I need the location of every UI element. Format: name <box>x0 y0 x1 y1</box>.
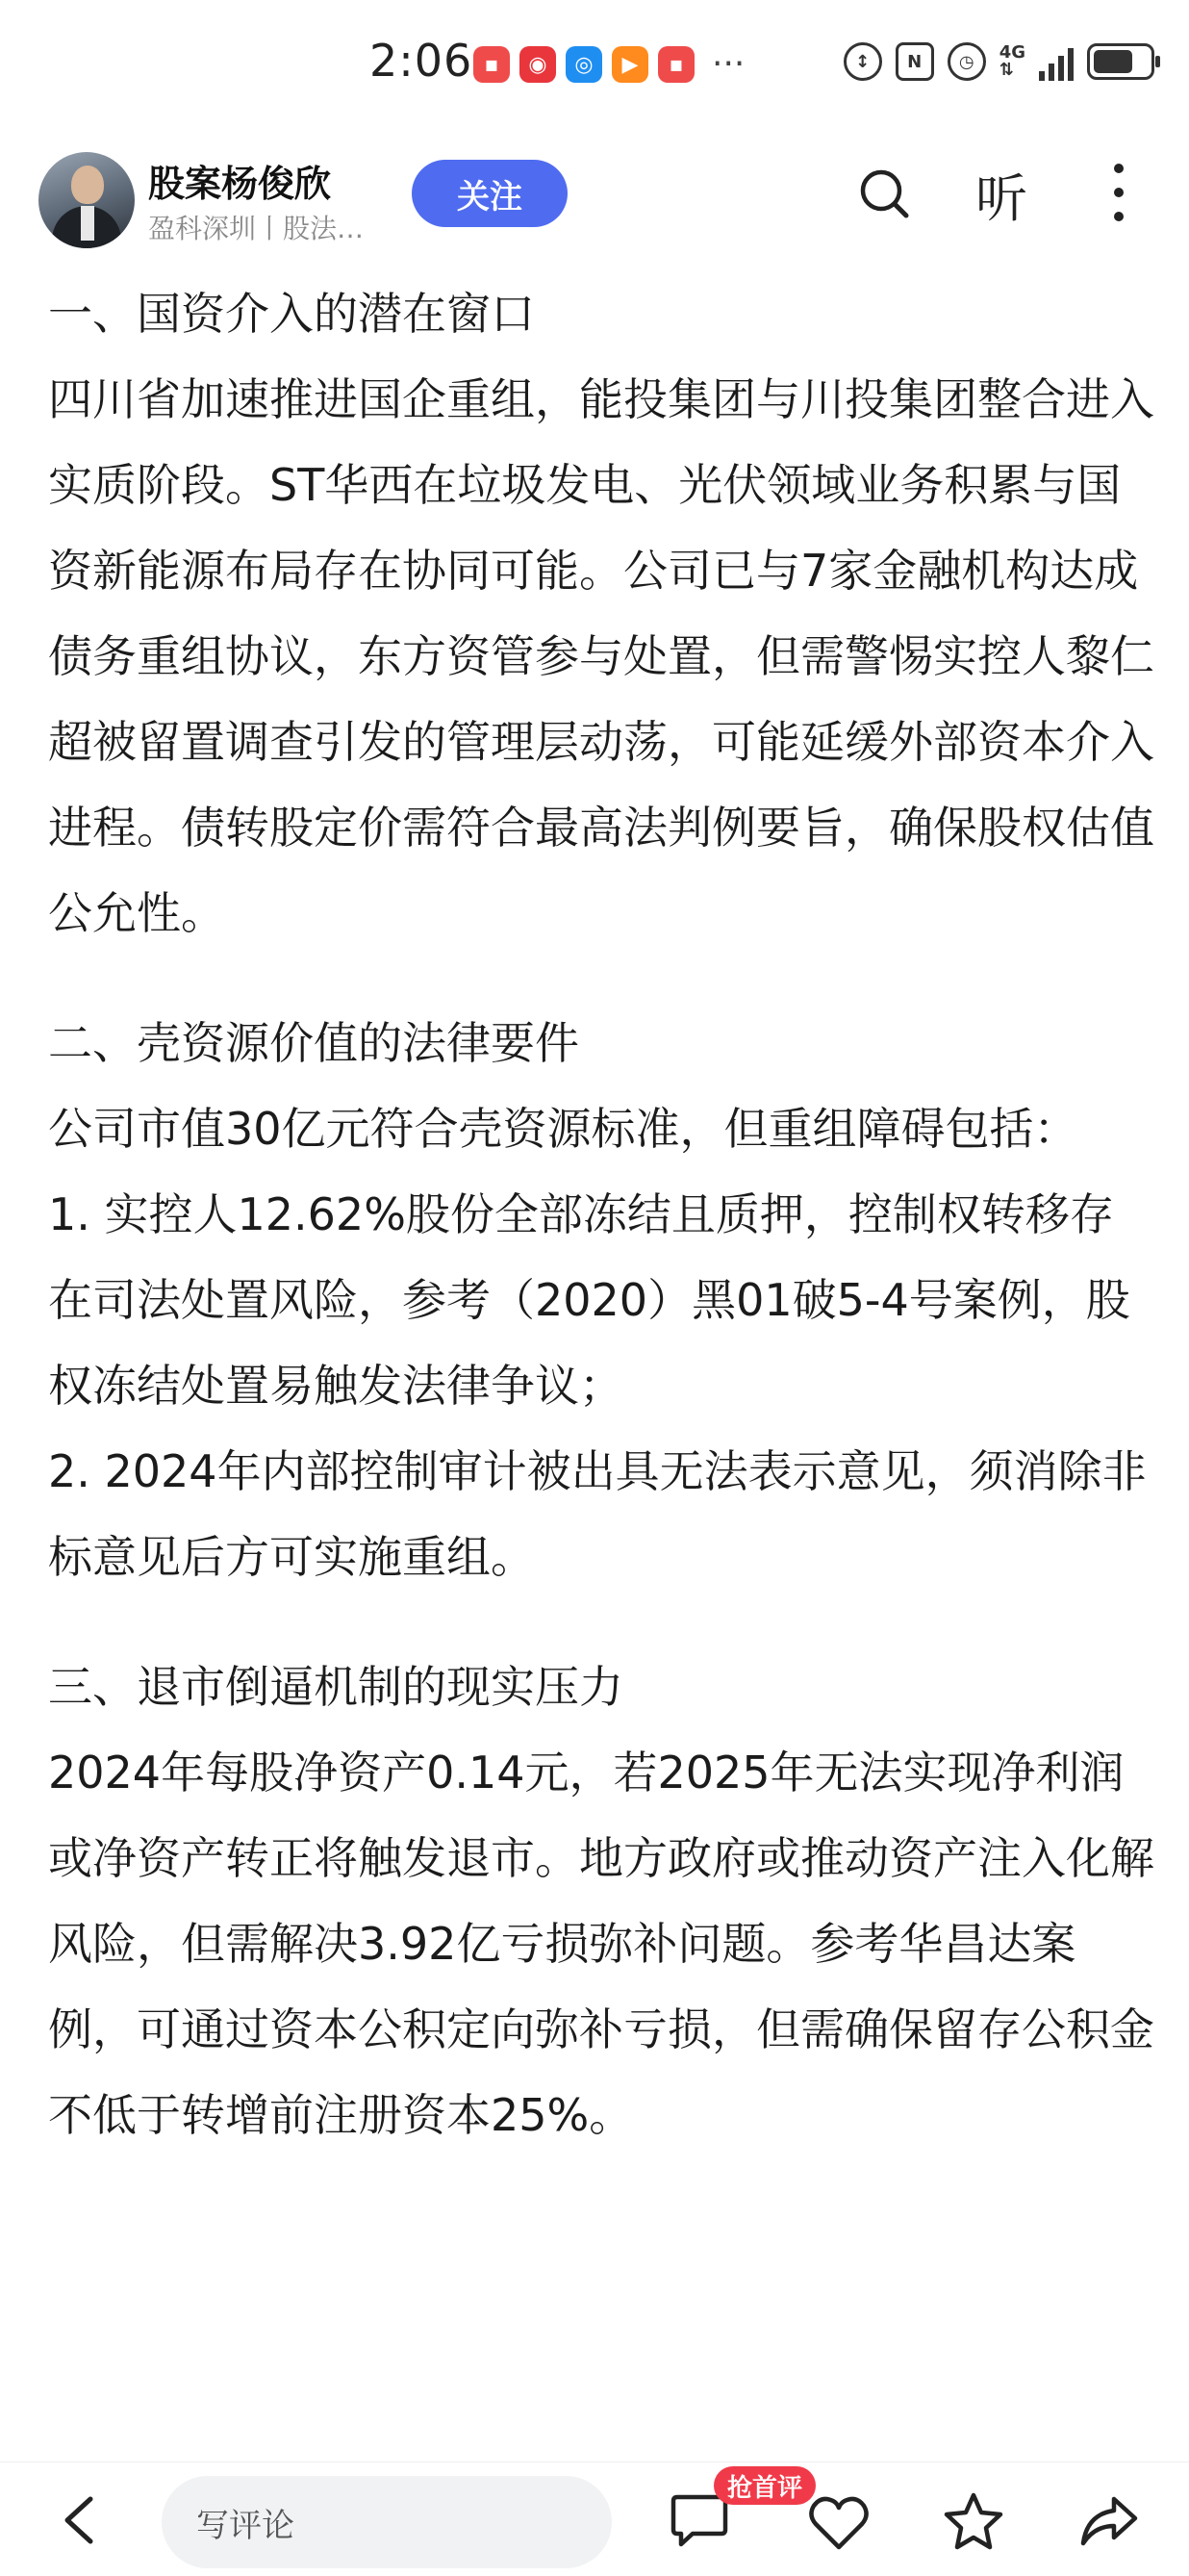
network-arrows-icon: ⇅ <box>999 60 1014 80</box>
more-notifications-icon: ··· <box>712 44 746 84</box>
author-subtitle: 盈科深圳丨股法… <box>148 213 365 244</box>
signal-icon <box>1039 42 1074 81</box>
back-arrow-icon[interactable] <box>58 2495 100 2545</box>
section-heading: 三、退市倒逼机制的现实压力 <box>48 1661 623 1713</box>
weibo-notification-icon: ◉ <box>519 46 556 83</box>
alarm-icon: ◷ <box>948 42 986 81</box>
battery-level <box>1094 50 1132 73</box>
video-notification-icon: ▶ <box>612 46 648 83</box>
section-heading: 二、壳资源价值的法律要件 <box>48 1017 579 1069</box>
article-list-item: 2. 2024年内部控制审计被出具无法表示意见，须消除非标意见后方可实施重组。 <box>48 1445 1147 1583</box>
battery-icon <box>1087 43 1154 80</box>
author-name[interactable]: 股案杨俊欣 <box>148 163 332 205</box>
article-header <box>0 135 1189 269</box>
data-saver-icon: ↕ <box>844 42 882 81</box>
status-time: 2:06 <box>369 35 473 87</box>
heart-icon[interactable] <box>808 2495 870 2551</box>
follow-button[interactable]: 关注 <box>412 160 568 227</box>
app-notification-icon: ▪ <box>473 46 510 83</box>
search-icon[interactable] <box>858 167 910 219</box>
article-body <box>48 271 1154 2158</box>
section-heading: 一、国资介入的潜在窗口 <box>48 288 535 340</box>
article-list-item: 1. 实控人12.62%股份全部冻结且质押，控制权转移存在司法处置风险，参考（2020）黑01破5-4号案例，股权冻结处置易触发法律争议； <box>48 1188 1130 1412</box>
first-comment-badge[interactable]: 抢首评 <box>714 2466 816 2505</box>
status-bar <box>0 0 1189 135</box>
more-options-icon[interactable] <box>1106 164 1131 221</box>
comment-input[interactable]: 写评论 <box>162 2476 612 2568</box>
nfc-icon: N <box>896 42 934 81</box>
listen-button[interactable]: 听 <box>975 168 1027 229</box>
message-notification-icon: ▪ <box>658 46 695 83</box>
bottom-action-bar <box>0 2461 1189 2576</box>
author-avatar[interactable] <box>38 152 135 248</box>
browser-notification-icon: ◎ <box>566 46 602 83</box>
article-paragraph: 四川省加速推进国企重组，能投集团与川投集团整合进入实质阶段。ST华西在垃圾发电、光伏领域业务积累与国资新能源布局存在协同可能。公司已与7家金融机构达成债务重组协议，东方资管参与处置，但需警惕实控人黎仁超被留置调查引发的管理层动荡，可能延缓外部资本介入进程。债转股定价需符合最高法判例要旨，确保股权估值公允性。 <box>48 373 1154 939</box>
network-type <box>999 44 1025 79</box>
star-icon[interactable] <box>943 2491 1004 2551</box>
share-icon[interactable] <box>1079 2493 1139 2549</box>
network-label: 4G <box>999 42 1025 63</box>
system-icons <box>844 42 1154 81</box>
notification-icons <box>473 46 745 83</box>
article-paragraph: 2024年每股净资产0.14元，若2025年无法实现净利润或净资产转正将触发退市。地方政府或推动资产注入化解风险，但需解决3.92亿亏损弥补问题。参考华昌达案例，可通过资本公积定向弥补亏损，但需确保留存公积金不低于转增前注册资本25%。 <box>48 1747 1154 2141</box>
article-paragraph: 公司市值30亿元符合壳资源标准，但重组障碍包括： <box>48 1103 1078 1155</box>
